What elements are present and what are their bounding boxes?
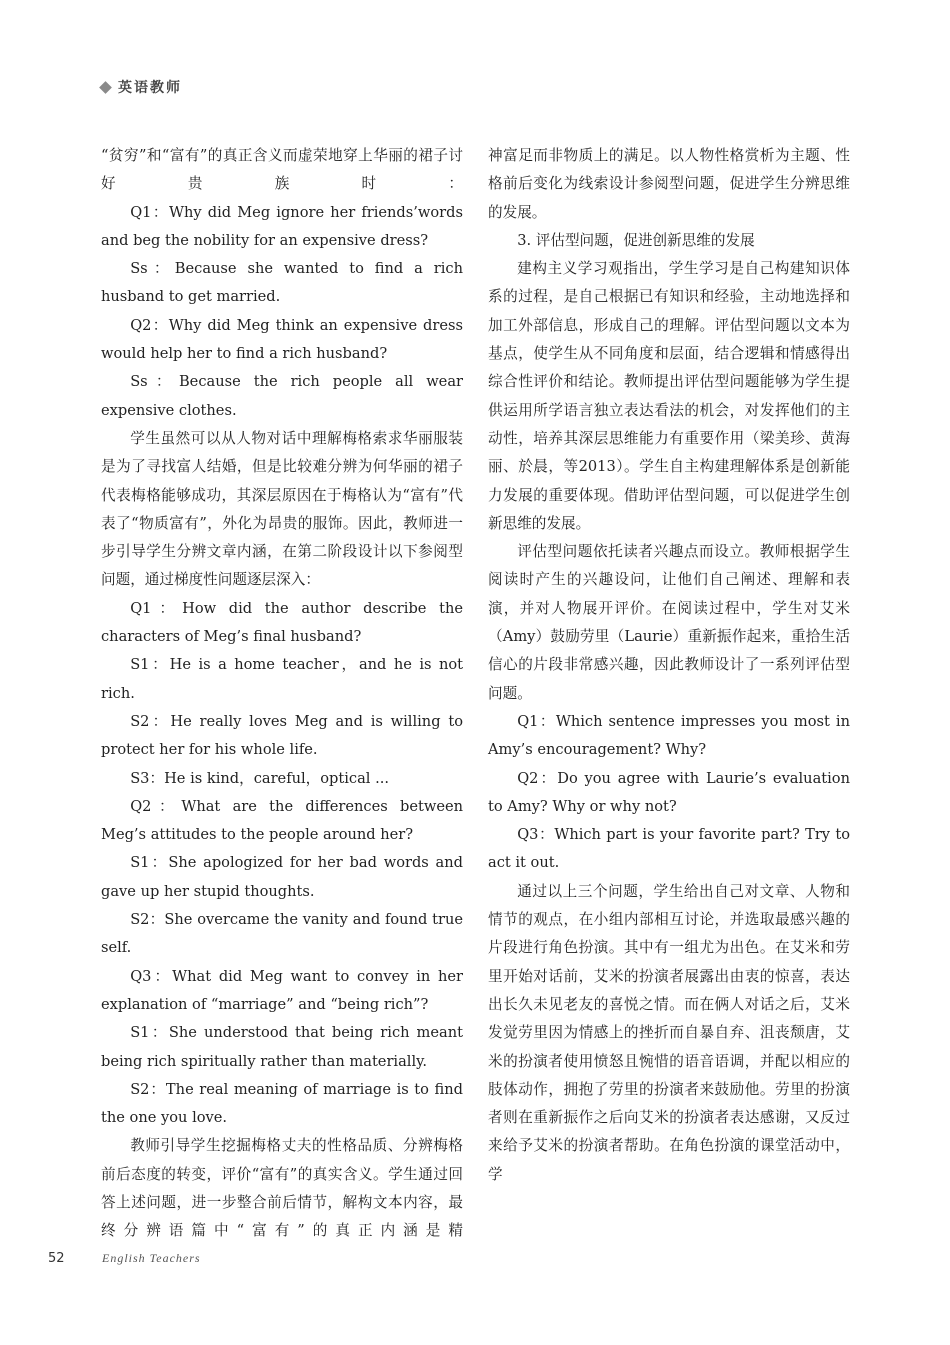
paragraph: 神富足而非物质上的满足。以人物性格赏析为主题、性格前后变化为线索设计参阅型问题，促进学生分辨思维的发展。 [488, 147, 850, 221]
answer: S1：He is a home teacher，and he is not rich. [101, 656, 463, 702]
question: Q3：Which part is your favorite part? Try to act it out. [488, 826, 850, 872]
paragraph: 通过以上三个问题，学生给出自己对文章、人物和情节的观点，在小组内部相互讨论，并选取最感兴趣的片段进行角色扮演。其中有一组尤为出色。在艾米和劳里开始对话前，艾米的扮演者展露出由衷的惊喜，表达出长久未见老友的喜悦之情。而在俩人对话之后，艾米发觉劳里因为情感上的挫折而自暴自弃、沮丧颓唐，艾米的扮演者使用愤怒且惋惜的语音语调，并配以相应的肢体动作，拥抱了劳里的扮演者来鼓励他。劳里的扮演者则在重新振作之后向艾米的扮演者表达感谢，又反过来给予艾米的扮演者帮助。在角色扮演的课堂活动中，学 [488, 882, 850, 1183]
answer: Ss：Because she wanted to find a rich husband to get married. [101, 260, 463, 306]
running-header [101, 76, 182, 98]
question: Q2：Why did Meg think an expensive dress would help her to find a rich husband? [101, 316, 463, 363]
answer: S3：He is kind，careful，optical ... [130, 769, 390, 787]
question: Q2：What are the differences between Meg’s attitudes to the people around her? [101, 797, 463, 844]
right-column [488, 142, 850, 1189]
answer: S2：The real meaning of marriage is to find the one you love. [101, 1080, 463, 1127]
page-footer [48, 1248, 201, 1268]
question: Q1：Which sentence impresses you most in Amy’s encouragement? Why? [488, 712, 850, 759]
paragraph: 评估型问题依托读者兴趣点而设立。教师根据学生阅读时产生的兴趣设问，让他们自己阐述、理解和表演，并对人物展开评价。在阅读过程中，学生对艾米（Amy）鼓励劳里（Laurie）重新振作起来，重拾生活信心的片段非常感兴趣，因此教师设计了一系列评估型问题。 [488, 543, 850, 702]
answer: Ss：Because the rich people all wear expensive clothes. [101, 373, 463, 419]
page-number: 52 [48, 1250, 65, 1266]
footer-journal-name: English Teachers [102, 1250, 201, 1265]
answer: S1：She apologized for her bad words and gave up her stupid thoughts. [101, 854, 463, 900]
answer: S1：She understood that being rich meant being rich spiritually rather than materially. [101, 1024, 463, 1070]
paragraph: 学生虽然可以从人物对话中理解梅格索求华丽服装是为了寻找富人结婚，但是比较难分辨为何华丽的裙子代表梅格能够成功，其深层原因在于梅格认为“富有”代表了“物质富有”，外化为昂贵的服饰。因此，教师进一步引导学生分辨文章内涵，在第二阶段设计以下参阅型问题，通过梯度性问题逐层深入： [101, 429, 463, 589]
paragraph: 教师引导学生挖掘梅格丈夫的性格品质、分辨梅格前后态度的转变，评价“富有”的真实含义。学生通过回答上述问题，进一步整合前后情节，解构文本内容，最终分辨语篇中“富有”的真正内涵是精 [101, 1137, 463, 1240]
paragraph: “贫穷”和“富有”的真正含义而虚荣地穿上华丽的裙子讨好贵族时： [101, 147, 463, 193]
section-heading: 3. 评估型问题，促进创新思维的发展 [517, 231, 755, 249]
question: Q1：Why did Meg ignore her friends’words and beg the nobility for an expensive dress? [101, 203, 463, 249]
answer: S2：She overcame the vanity and found true self. [101, 911, 463, 957]
question: Q3：What did Meg want to convey in her explanation of “marriage” and “being rich”? [101, 967, 463, 1013]
journal-name: 英语教师 [118, 80, 182, 96]
left-column [101, 142, 463, 1246]
question: Q2：Do you agree with Laurie’s evaluation to Amy? Why or why not? [488, 769, 850, 815]
answer: S2：He really loves Meg and is willing to protect her for his whole life. [101, 712, 463, 759]
paragraph: 建构主义学习观指出，学生学习是自己构建知识体系的过程，是自己根据已有知识和经验，主动地选择和加工外部信息，形成自己的理解。评估型问题以文本为基点，使学生从不同角度和层面，结合逻辑和情感得出综合性评价和结论。教师提出评估型问题能够为学生提供运用所学语言独立表达看法的机会，对发挥他们的主动性，培养其深层思维能力有重要作用（梁美珍、黄海丽、於晨，等2013）。学生自主构建理解体系是创新能力发展的重要体现。借助评估型问题，可以促进学生创新思维的发展。 [488, 260, 850, 532]
question: Q1：How did the author describe the characters of Meg’s final husband? [101, 599, 463, 646]
diamond-bullet-icon [99, 81, 112, 94]
